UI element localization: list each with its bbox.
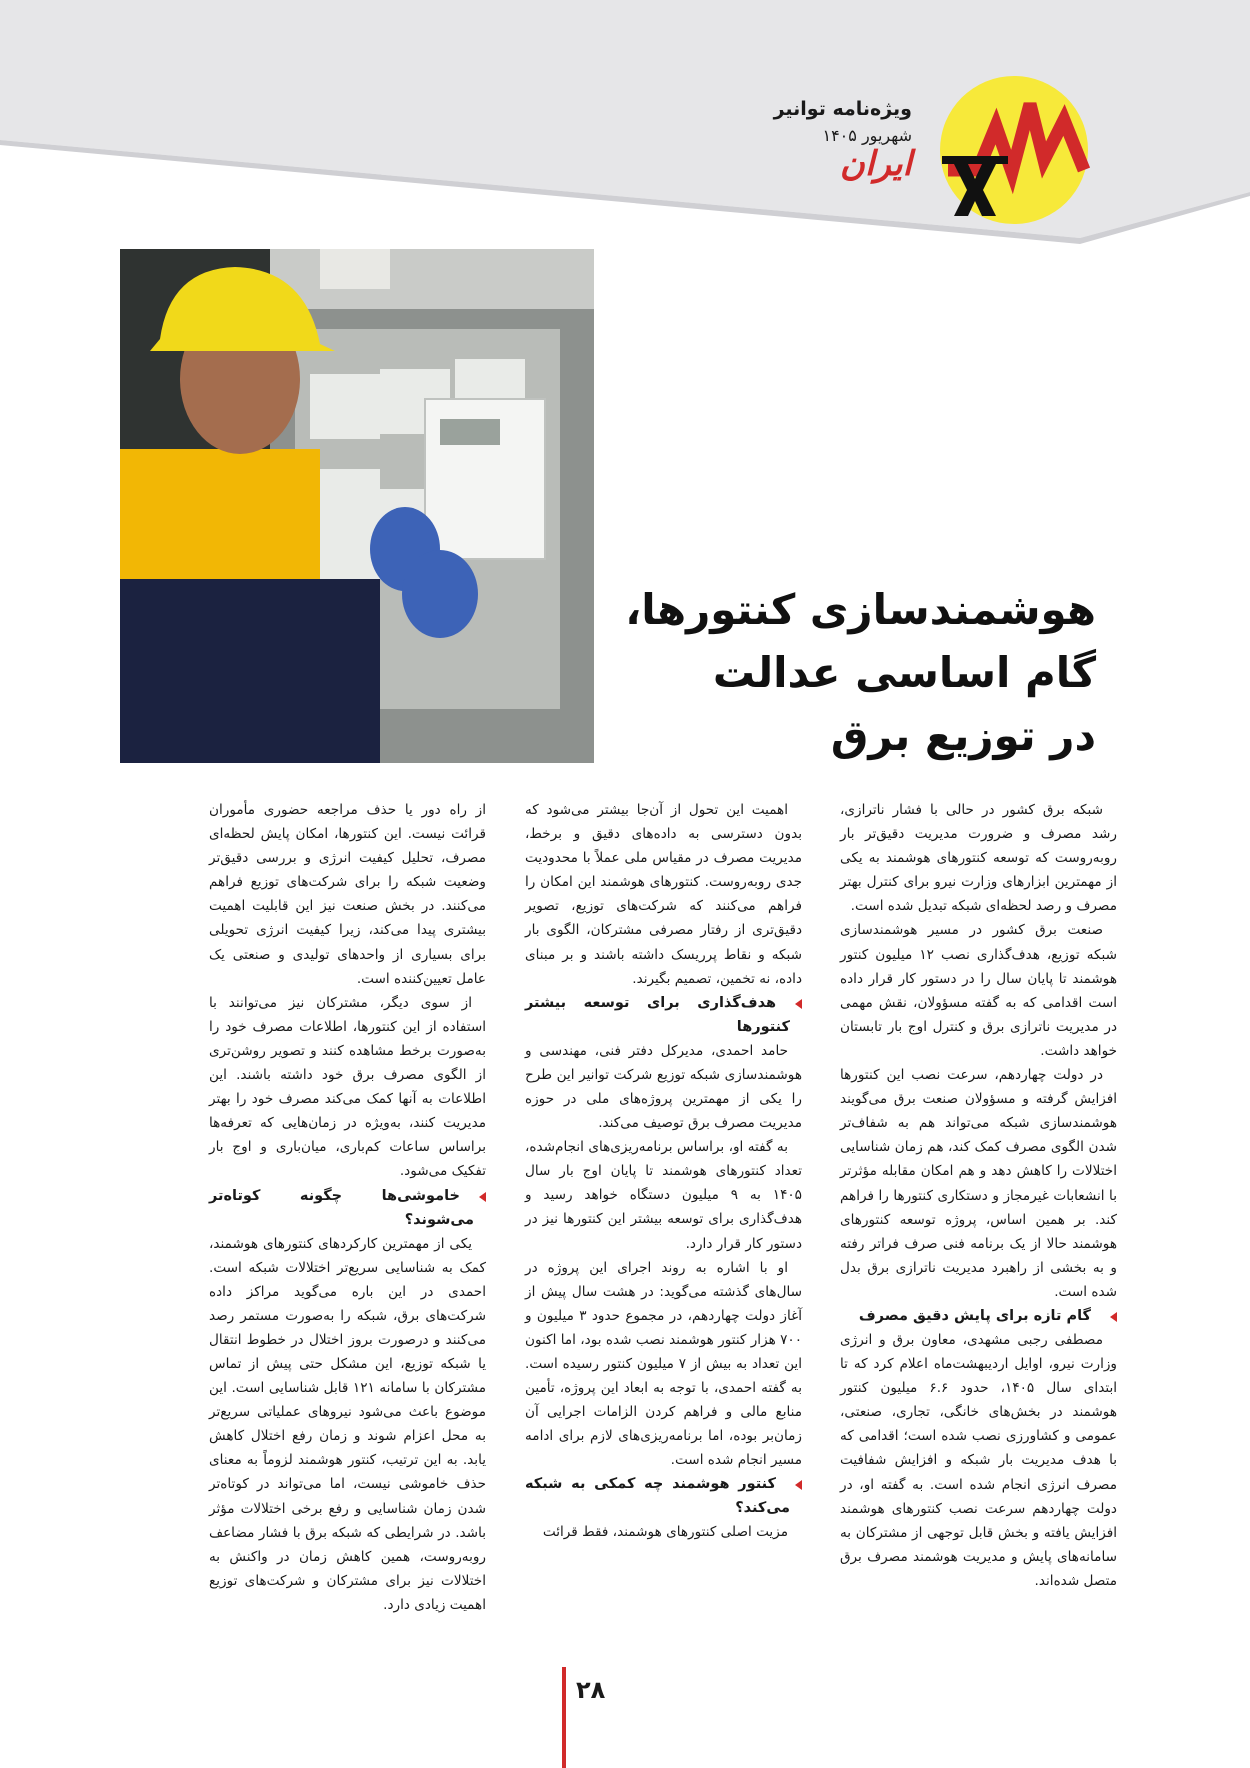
paragraph: به گفته او، براساس برنامه‌ریزی‌های انجام‌شده، تعداد کنتورهای هوشمند تا پایان اوج بار سال ۱۴۰۵ به ۹ میلیون دستگاه خواهد رسید و هدف‌گذاری برای توسعه بیشتر این کنتورها نیز در دستور کار قرار دارد. — [525, 1139, 802, 1252]
paragraph: یکی از مهمترین کارکردهای کنتورهای هوشمند، کمک به شناسایی سریع‌تر اختلالات شبکه است. احمدی در این باره می‌گوید مراکز داده شرکت‌های برق، شبکه را به‌صورت مستمر رصد می‌کنند و درصورت بروز اختلال در خطوط انتقال یا شبکه توزیع، این مشکل حتی پیش از تماس مشترکان با سامانه ۱۲۱ قابل شناسایی است. این موضوع باعث می‌شود نیروهای عملیاتی سریع‌تر به محل اعزام شوند و زمان رفع اختلال کاهش یابد. به این ترتیب، کنتور هوشمند لزوماً به معنای حذف خاموشی نیست، اما می‌تواند در کوتاه‌تر شدن زمان شناسایی و رفع برخی اختلالات مؤثر باشد. در شرایطی که شبکه برق با فشار مضاعف روبه‌روست، همین کاهش زمان در واکنش به اختلالات نیز برای مشترکان و شرکت‌های توزیع اهمیت زیادی دارد. — [209, 1235, 486, 1613]
issue-title: ویژه‌نامه توانیر — [773, 98, 912, 120]
tavanir-logo — [938, 74, 1090, 226]
page-number: ۲۸ — [576, 1676, 606, 1704]
brand-name: ایران — [839, 144, 912, 184]
article-column-2 — [525, 798, 802, 1545]
subheading: هدف‌گذاری برای توسعه بیشتر کنتورها — [525, 991, 802, 1039]
issue-info — [773, 98, 912, 184]
lightning-logo-icon — [938, 74, 1090, 226]
paragraph: مزیت اصلی کنتورهای هوشمند، فقط قرائت — [542, 1524, 788, 1541]
paragraph: او با اشاره به روند اجرای این پروژه در سال‌های گذشته می‌گوید: در هشت سال پیش از آغاز دولت چهاردهم، در مجموع حدود ۳ میلیون و ۷۰۰ هزار کنتور هوشمند نصب شده بود، اما اکنون این تعداد به بیش از ۷ میلیون کنتور رسیده است. به گفته احمدی، با توجه به ابعاد این پروژه، تأمین منابع مالی و فراهم کردن الزامات اجرایی آن زمان‌بر بوده، اما برنامه‌ریزی‌های لازم برای ادامه مسیر انجام شده است. — [525, 1259, 802, 1469]
headline-line-1: هوشمندسازی کنتورها، — [625, 585, 1096, 634]
article-headline — [596, 578, 1096, 767]
subheading: کنتور هوشمند چه کمکی به شبکه می‌کند؟ — [525, 1472, 802, 1520]
technician-photo-illustration — [120, 249, 594, 763]
article-column-3 — [209, 798, 486, 1617]
paragraph: از راه دور یا حذف مراجعه حضوری مأموران قرائت نیست. این کنتورها، امکان پایش لحظه‌ای مصرف، تحلیل کیفیت انرژی و بررسی دقیق‌تر وضعیت شبکه را برای شرکت‌های توزیع فراهم می‌کنند. در بخش صنعت نیز این قابلیت اهمیت بیشتری پیدا می‌کند، زیرا کیفیت انرژی تحویلی برای بسیاری از واحدهای تولیدی و صنعتی یک عامل تعیین‌کننده است. — [209, 802, 486, 987]
subheading: گام تازه برای پایش دقیق مصرف — [840, 1304, 1117, 1328]
article-photo — [120, 249, 594, 763]
paragraph: حامد احمدی، مدیرکل دفتر فنی، مهندسی و هوشمندسازی شبکه توزیع شرکت توانیر این طرح را یکی از مهمترین پروژه‌های ملی در حوزه مدیریت مصرف برق توصیف می‌کند. — [525, 1042, 802, 1132]
article-column-1 — [840, 798, 1117, 1593]
issue-date: شهریور ۱۴۰۵ — [822, 126, 912, 145]
paragraph: شبکه برق کشور در حالی با فشار ناترازی، رشد مصرف و ضرورت مدیریت دقیق‌تر بار روبه‌روست که توسعه کنتورهای هوشمند به یکی از مهمترین ابزارهای وزارت نیرو برای کنترل بهتر مصرف و رصد لحظه‌ای شبکه تبدیل شده است. — [840, 802, 1117, 915]
headline-line-3: در توزیع برق — [830, 711, 1096, 760]
page-number-bar — [562, 1667, 566, 1768]
paragraph: در دولت چهاردهم، سرعت نصب این کنتورها افزایش گرفته و مسؤولان صنعت برق می‌گویند هوشمندسازی شبکه می‌تواند هم به شفاف‌تر شدن الگوی مصرف کمک کند، هم زمان شناسایی اختلالات را کاهش دهد و هم امکان مقابله مؤثرتر با انشعابات غیرمجاز و دستکاری کنتورها را فراهم کند. بر همین اساس، پروژه توسعه کنتورهای هوشمند حالا از یک برنامه فنی صرف فراتر رفته و به بخشی از راهبرد مدیریت ناترازی برق بدل شده است. — [840, 1067, 1117, 1300]
headline-line-2: گام اساسی عدالت — [712, 648, 1096, 697]
paragraph: اهمیت این تحول از آن‌جا بیشتر می‌شود که بدون دسترسی به داده‌های دقیق و برخط، مدیریت مصرف در مقیاس ملی عملاً با محدودیت جدی روبه‌روست. کنتورهای هوشمند این امکان را فراهم می‌کنند که شرکت‌های توزیع، تصویر دقیق‌تری از رفتار مصرفی مشترکان، الگوی بار شبکه و نقاط پرریسک داشته باشند و بر مبنای داده، نه تخمین، تصمیم بگیرند. — [525, 802, 802, 987]
paragraph: از سوی دیگر، مشترکان نیز می‌توانند با استفاده از این کنتورها، اطلاعات مصرف خود را به‌صورت برخط مشاهده کنند و تصویر روشن‌تری از الگوی مصرف برق خود داشته باشند. این اطلاعات به آنها کمک می‌کند مصرف خود را بهتر مدیریت کنند، به‌ویژه در زمان‌هایی که تعرفه‌ها براساس ساعات کم‌باری، میان‌باری و اوج بار تفکیک می‌شود. — [209, 994, 486, 1180]
paragraph: صنعت برق کشور در مسیر هوشمندسازی شبکه توزیع، هدف‌گذاری نصب ۱۲ میلیون کنتور هوشمند تا پایان سال را در دستور کار قرار داده است اقدامی که به گفته مسؤولان، نقش مهمی در مدیریت ناترازی برق و کنترل اوج بار تابستان خواهد داشت. — [840, 922, 1117, 1059]
paragraph: مصطفی رجبی مشهدی، معاون برق و انرژی وزارت نیرو، اوایل اردیبهشت‌ماه اعلام کرد که تا ابتدای سال ۱۴۰۵، حدود ۶.۶ میلیون کنتور هوشمند در بخش‌های خانگی، تجاری، صنعتی، عمومی و کشاورزی نصب شده است؛ اقدامی که با هدف مدیریت بار شبکه و افزایش شفافیت مصرف انرژی انجام شده است. به گفته او، در دولت چهاردهم سرعت نصب کنتورهای هوشمند افزایش یافته و بخش قابل توجهی از مشترکان به سامانه‌های پایش و مدیریت هوشمند مصرف برق متصل شده‌اند. — [840, 1331, 1118, 1589]
subheading: خاموشی‌ها چگونه کوتاه‌تر می‌شوند؟ — [209, 1184, 486, 1232]
